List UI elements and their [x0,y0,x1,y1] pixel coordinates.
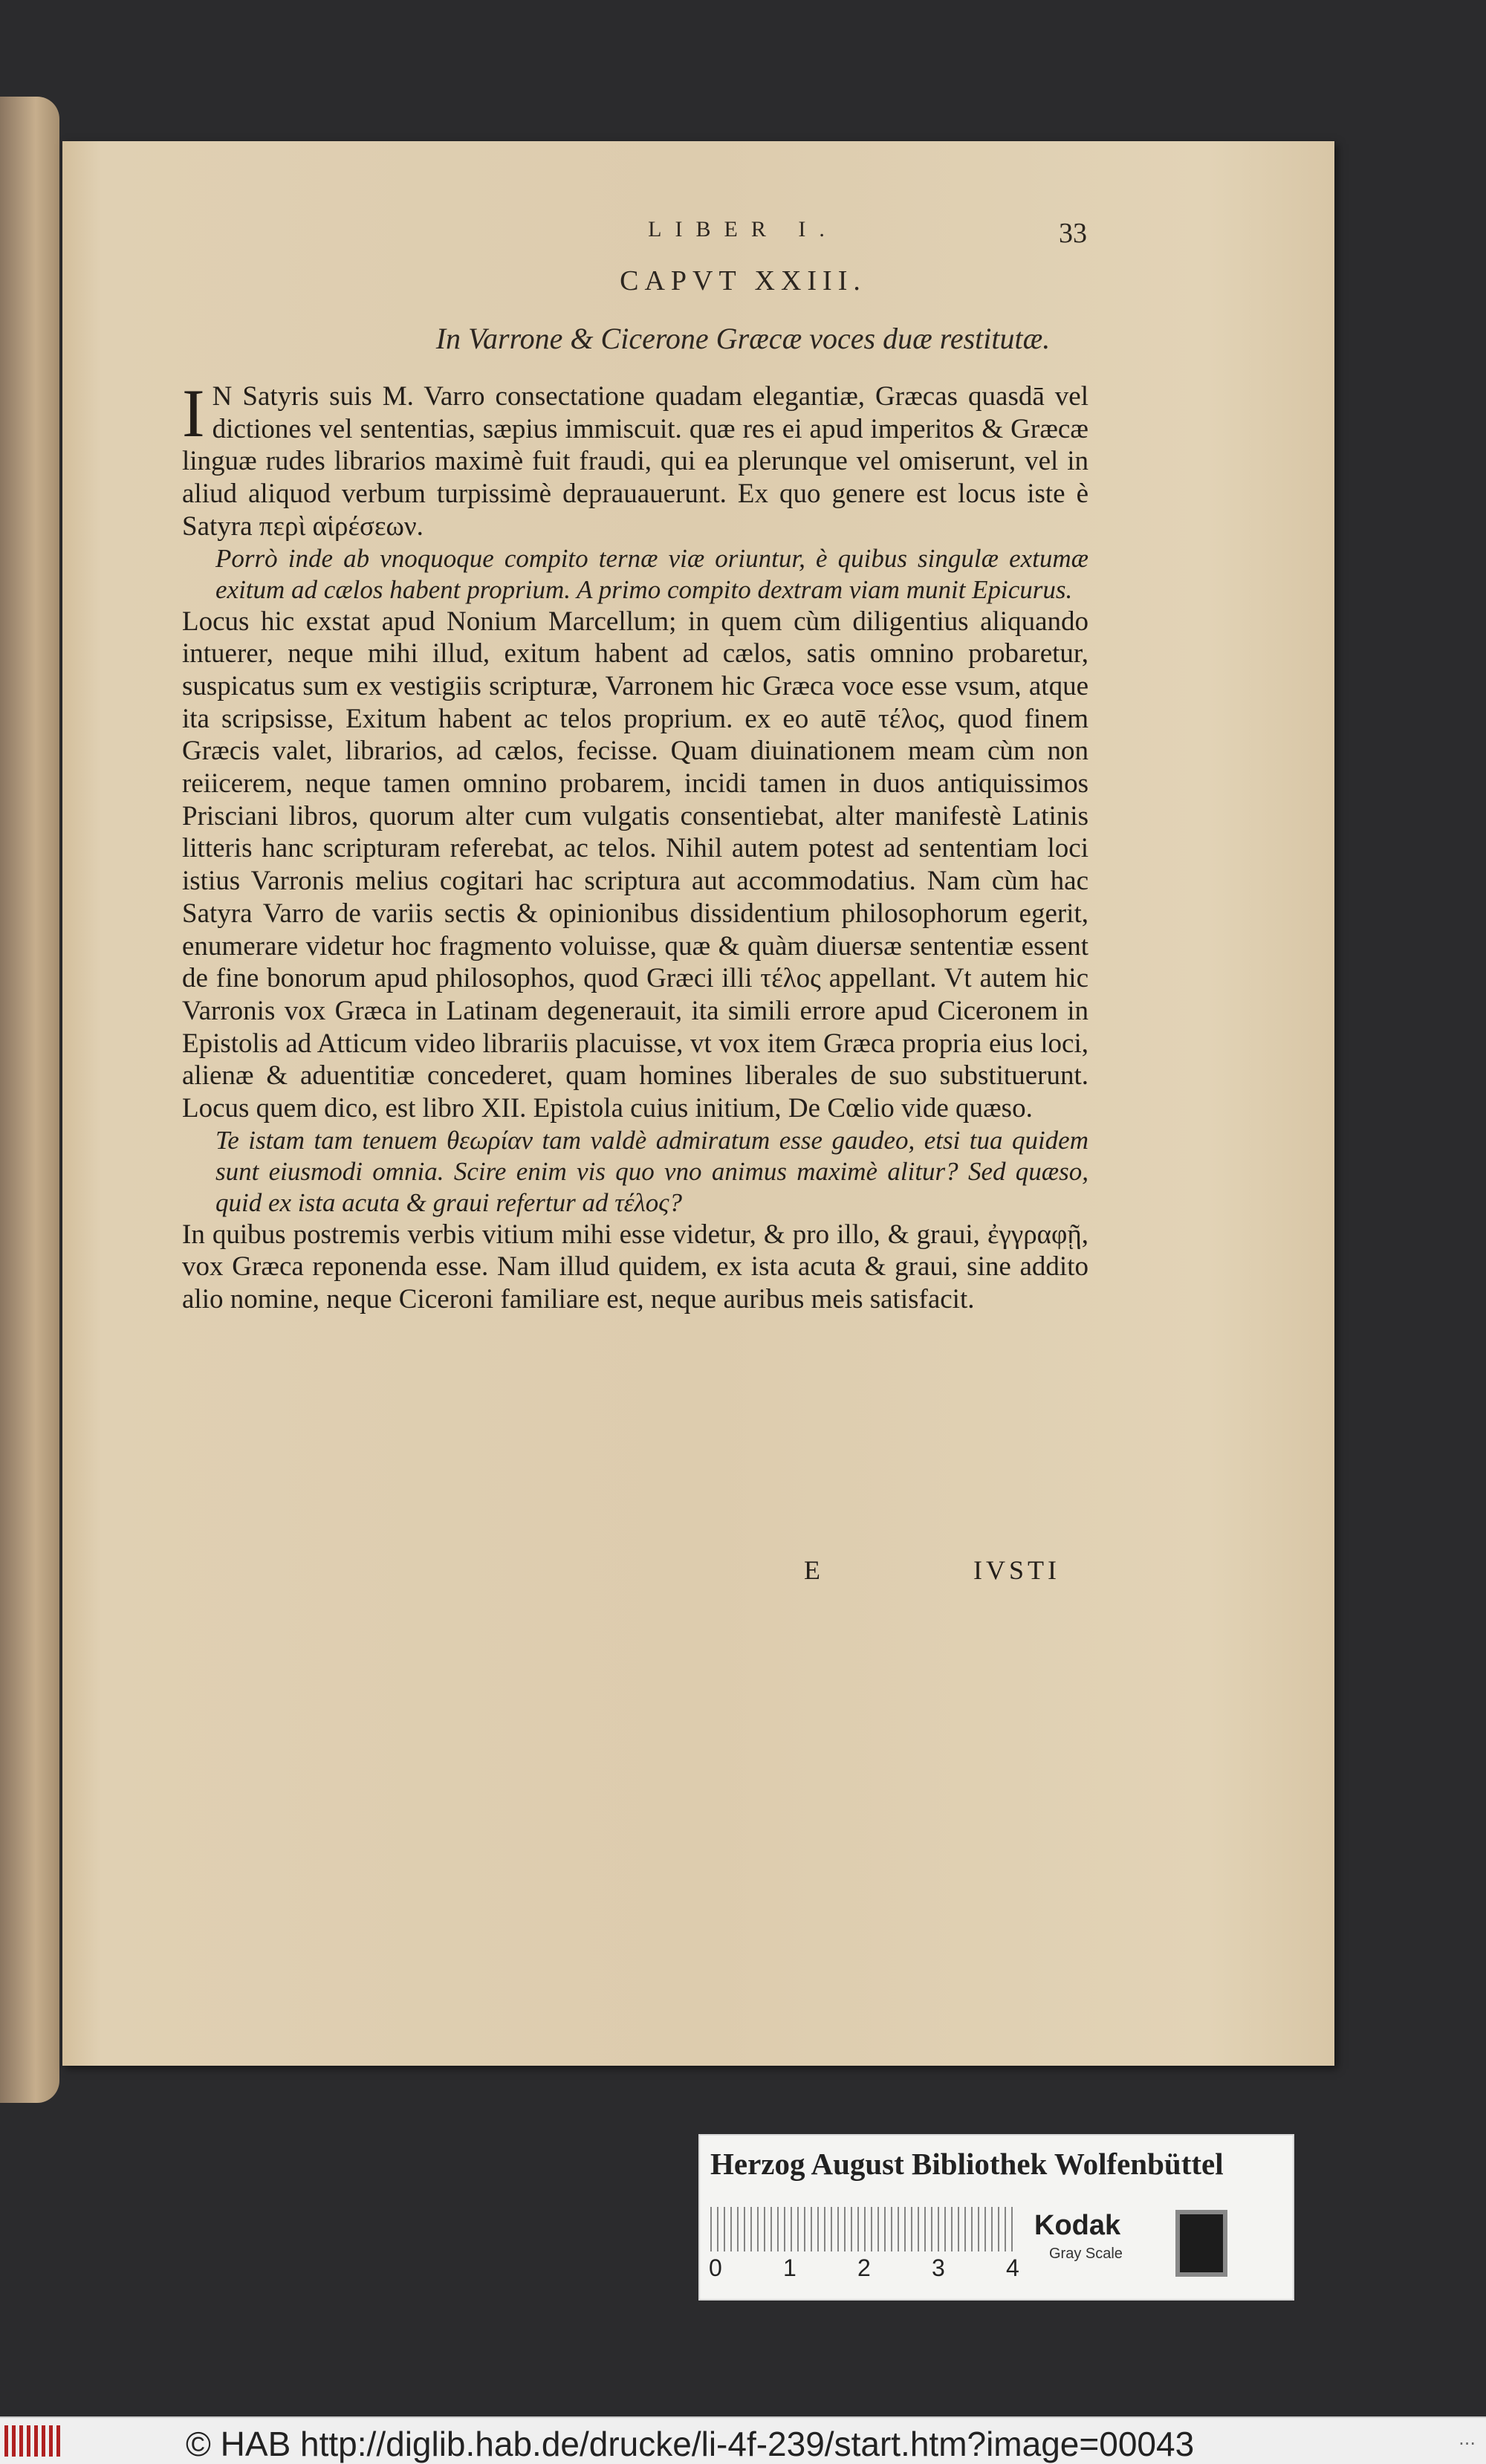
paragraph-2: Locus hic exstat apud Nonium Marcellum; in quem cùm diligentius aliquando intuerer, neque mihi illud, exitum habent ad cælos, satis omnino probaretur, suspicatus sum ex vestigiis scripturæ, Varronem hic Græca voce esse vsum, atque ita scripsisse, Exitum habent ac telos proprium. ex eo autē τέλος, quod finem Græcis valet, librarios, ad cælos, fecisse. Quam diuinationem meam cùm non reiicerem, neque tamen omnino probarem, incidi tamen in duos antiquissimos Prisciani libros, quorum alter cum vulgatis consentiebat, alter manifestè Latinis litteris hanc scripturam referebat, ac telos. Nihil autem potest ad sententiam loci istius Varronis melius cogitari hac scriptura aut accommodatius. Nam cùm hac Satyra Varro de variis sectis & opinionibus dissidentium philosophorum egerit, enumerare videtur hoc fragmento voluisse, quæ & quàm diuersæ sententiæ essent de fine bonorum apud philosophos, quod Græci illi τέλος appellant. Vt autem hic Varronis vox Græca in Latinam degenerauit, ita simili errore apud Ciceronem in Epistolis ad Atticum video librariis placuisse, vt vox item Græca propria eius loci, alienæ & aduentitiæ concederet, quam homines liberales de suo substituerunt. Locus quem dico, est libro XII. Epistola cuius initium, De Cœlio vide quæso. [182,606,1088,1124]
ruler-number: 0 [709,2254,722,2281]
ruler-number: 4 [1006,2254,1019,2281]
catchword: IVSTI [973,1555,1060,1585]
ruler-scale [710,2207,1015,2251]
color-calibration-card [698,2134,1294,2301]
footer-url[interactable]: © HAB http://diglib.hab.de/drucke/li-4f-239/start.htm?image=00043 [186,2425,1195,2463]
ruler-number: 1 [783,2254,796,2281]
quotation-2: Te istam tam tenuem θεωρίαν tam valdè admiratum esse gaudeo, etsi tua quidem sunt eiusmodi omnia. Scire enim vis quo vno animus maximè alitur? Sed quæso, quid ex ista acuta & graui refertur ad τέλος? [215,1125,1088,1217]
paragraph-1 [182,375,1088,543]
running-head: LIBER I. [648,217,838,241]
library-name: Herzog August Bibliothek Wolfenbüttel [710,2147,1224,2181]
chapter-subtitle: In Varrone & Cicerone Græcæ voces duæ restitutæ. [435,322,1051,355]
chapter-title: CAPVT XXIII. [620,265,866,296]
page-number: 33 [1059,218,1087,249]
quotation-1: Porrò inde ab vnoquoque compito ternæ viæ oriuntur, è quibus singulæ extumæ exitum ad cælos habent proprium. A primo compito dextram viam munit Epicurus. [215,543,1088,604]
ruler-number: 2 [857,2254,871,2281]
more-icon[interactable]: ... [1459,2428,1476,2449]
kodak-logo: Kodak [1034,2210,1121,2241]
signature-mark: E [804,1555,820,1585]
gray-patch [1175,2210,1227,2277]
paragraph-1-text: N Satyris suis M. Varro consectatione quadam elegantiæ, Græcas quasdā vel dictiones vel sententias, sæpius immiscuit. quæ res ei apud imperitos & Græcæ linguæ rudes librarios maximè fuit fraudi, qui ea plerunque vel omiserunt, vel in aliud aliquod verbum turpissimè deprauauerunt. Ex quo genere est locus iste è Satyra περὶ αἱρέσεων. [182,381,1088,542]
ruler-number: 3 [932,2254,945,2281]
body-text [182,375,1088,1316]
left-page-edge [0,97,59,2103]
drop-cap: I [182,375,205,451]
gray-scale-label: Gray Scale [1049,2246,1123,2262]
hab-logo-icon [4,2425,64,2457]
footer-bar [0,2416,1486,2464]
paragraph-3: In quibus postremis verbis vitium mihi esse videtur, & pro illo, & graui, ἐγγραφῇ, vox Græca reponenda esse. Nam illud quidem, ex ista acuta & graui, sine addito alio nomine, neque Ciceroni familiare est, neque auribus meis satisfacit. [182,1219,1088,1315]
